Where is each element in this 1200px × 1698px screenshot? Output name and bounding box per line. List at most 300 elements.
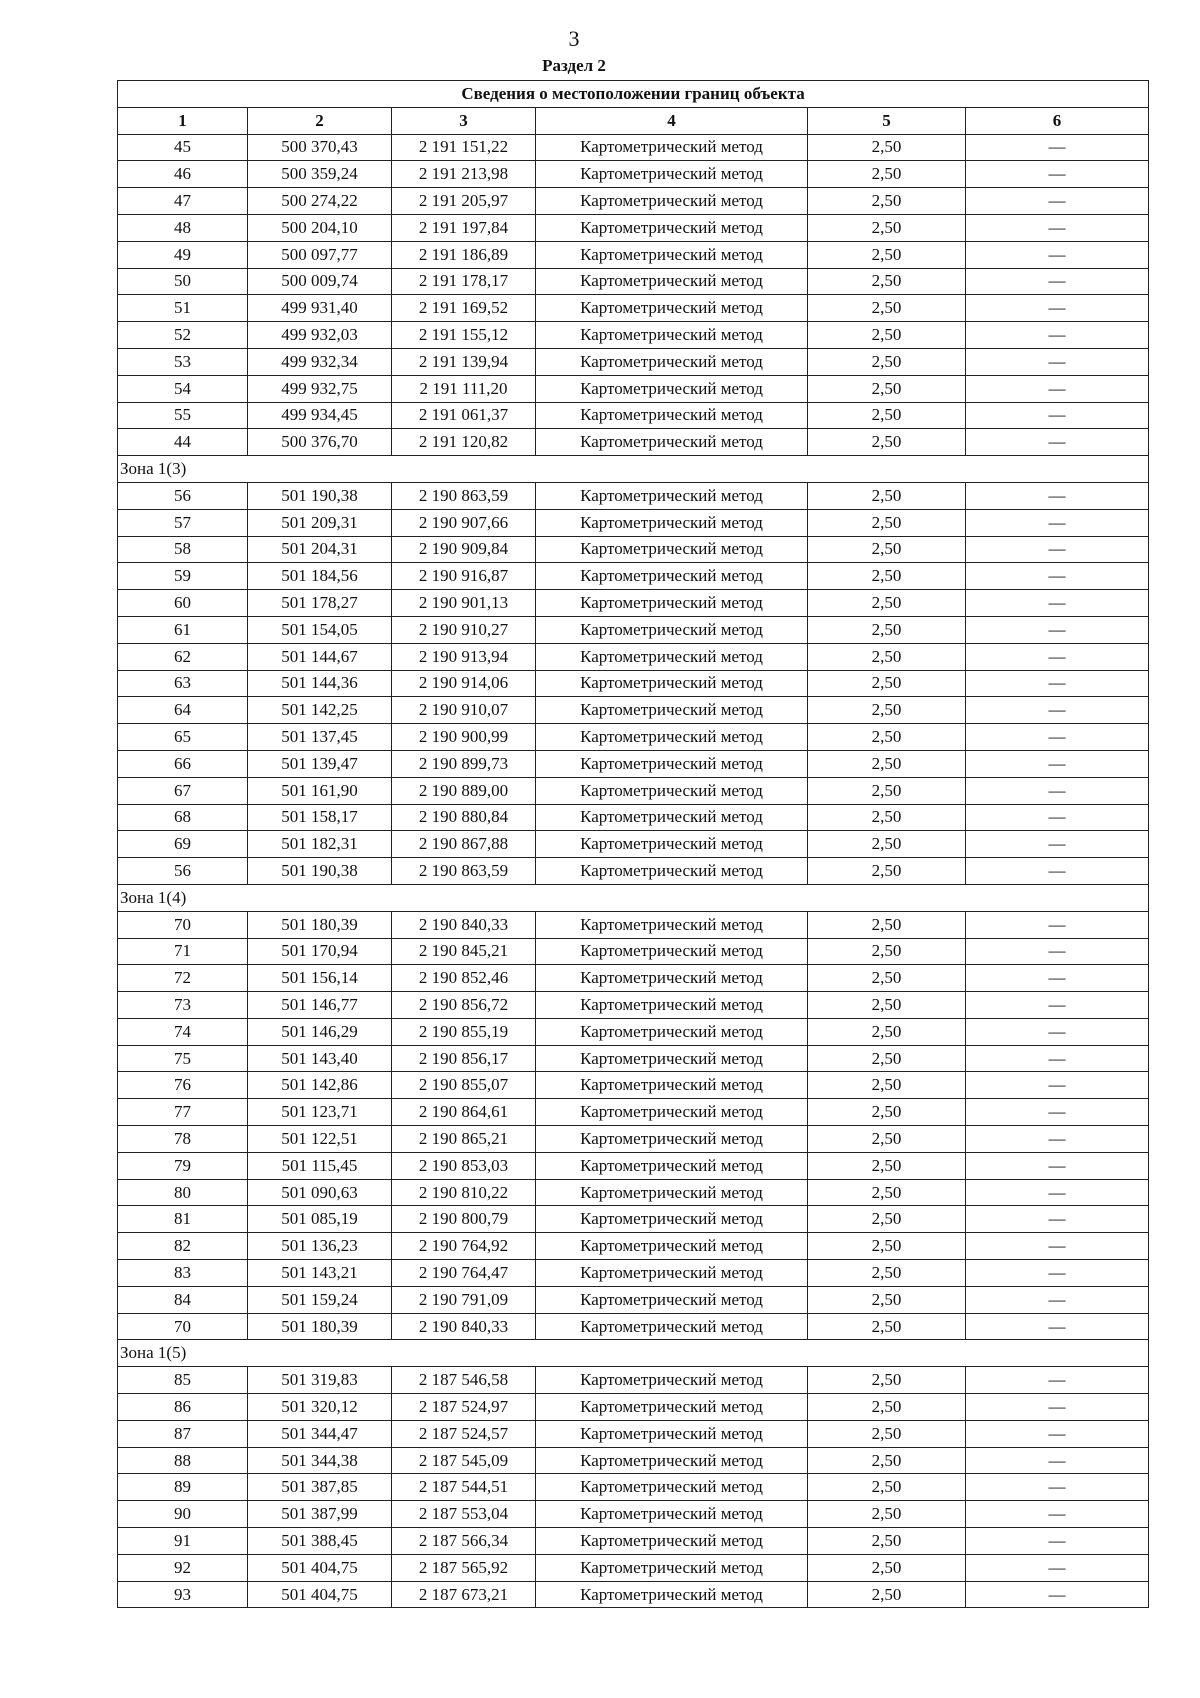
accuracy-cell: 2,50 (808, 1045, 966, 1072)
x-coordinate-cell: 501 319,83 (248, 1367, 392, 1394)
point-number-cell: 56 (118, 858, 248, 885)
point-number-cell: 81 (118, 1206, 248, 1233)
table-row (118, 402, 1149, 429)
description-cell: — (966, 938, 1149, 965)
accuracy-cell: 2,50 (808, 643, 966, 670)
point-number-cell: 70 (118, 911, 248, 938)
accuracy-cell: 2,50 (808, 1420, 966, 1447)
table-row (118, 1447, 1149, 1474)
method-cell: Картометрический метод (536, 616, 808, 643)
x-coordinate-cell: 501 209,31 (248, 509, 392, 536)
point-number-cell: 80 (118, 1179, 248, 1206)
accuracy-cell: 2,50 (808, 1581, 966, 1608)
table-body (118, 134, 1149, 1608)
point-number-cell: 68 (118, 804, 248, 831)
method-cell: Картометрический метод (536, 992, 808, 1019)
accuracy-cell: 2,50 (808, 509, 966, 536)
method-cell: Картометрический метод (536, 697, 808, 724)
y-coordinate-cell: 2 190 865,21 (392, 1126, 536, 1153)
method-cell: Картометрический метод (536, 402, 808, 429)
description-cell: — (966, 590, 1149, 617)
point-number-cell: 70 (118, 1313, 248, 1340)
method-cell: Картометрический метод (536, 1152, 808, 1179)
x-coordinate-cell: 501 159,24 (248, 1286, 392, 1313)
accuracy-cell: 2,50 (808, 804, 966, 831)
description-cell: — (966, 965, 1149, 992)
description-cell: — (966, 697, 1149, 724)
description-cell: — (966, 482, 1149, 509)
description-cell: — (966, 858, 1149, 885)
accuracy-cell: 2,50 (808, 1233, 966, 1260)
x-coordinate-cell: 500 204,10 (248, 214, 392, 241)
method-cell: Картометрический метод (536, 1233, 808, 1260)
x-coordinate-cell: 499 932,03 (248, 322, 392, 349)
y-coordinate-cell: 2 190 907,66 (392, 509, 536, 536)
x-coordinate-cell: 501 344,47 (248, 1420, 392, 1447)
method-cell: Картометрический метод (536, 1420, 808, 1447)
x-coordinate-cell: 501 122,51 (248, 1126, 392, 1153)
description-cell: — (966, 724, 1149, 751)
x-coordinate-cell: 501 387,99 (248, 1501, 392, 1528)
x-coordinate-cell: 501 144,67 (248, 643, 392, 670)
table-row (118, 214, 1149, 241)
table-row (118, 1152, 1149, 1179)
x-coordinate-cell: 501 387,85 (248, 1474, 392, 1501)
description-cell: — (966, 1126, 1149, 1153)
point-number-cell: 75 (118, 1045, 248, 1072)
table-row (118, 992, 1149, 1019)
description-cell: — (966, 1554, 1149, 1581)
table-row (118, 1233, 1149, 1260)
y-coordinate-cell: 2 190 880,84 (392, 804, 536, 831)
accuracy-cell: 2,50 (808, 188, 966, 215)
point-number-cell: 93 (118, 1581, 248, 1608)
accuracy-cell: 2,50 (808, 1367, 966, 1394)
x-coordinate-cell: 499 932,34 (248, 348, 392, 375)
y-coordinate-cell: 2 190 840,33 (392, 911, 536, 938)
column-header: 2 (248, 107, 392, 134)
table-row (118, 1206, 1149, 1233)
x-coordinate-cell: 501 388,45 (248, 1528, 392, 1555)
y-coordinate-cell: 2 190 867,88 (392, 831, 536, 858)
y-coordinate-cell: 2 190 856,17 (392, 1045, 536, 1072)
method-cell: Картометрический метод (536, 1581, 808, 1608)
point-number-cell: 72 (118, 965, 248, 992)
point-number-cell: 54 (118, 375, 248, 402)
point-number-cell: 47 (118, 188, 248, 215)
table-row (118, 777, 1149, 804)
table-row (118, 643, 1149, 670)
x-coordinate-cell: 501 146,77 (248, 992, 392, 1019)
method-cell: Картометрический метод (536, 1206, 808, 1233)
point-number-cell: 74 (118, 1018, 248, 1045)
table-row (118, 1179, 1149, 1206)
method-cell: Картометрический метод (536, 670, 808, 697)
description-cell: — (966, 188, 1149, 215)
table-row (118, 1501, 1149, 1528)
point-number-cell: 63 (118, 670, 248, 697)
y-coordinate-cell: 2 190 916,87 (392, 563, 536, 590)
y-coordinate-cell: 2 190 889,00 (392, 777, 536, 804)
description-cell: — (966, 1367, 1149, 1394)
x-coordinate-cell: 501 190,38 (248, 858, 392, 885)
method-cell: Картометрический метод (536, 831, 808, 858)
description-cell: — (966, 1233, 1149, 1260)
point-number-cell: 49 (118, 241, 248, 268)
table-row (118, 724, 1149, 751)
page-number: 3 (568, 26, 580, 51)
x-coordinate-cell: 501 161,90 (248, 777, 392, 804)
method-cell: Картометрический метод (536, 1018, 808, 1045)
y-coordinate-cell: 2 191 178,17 (392, 268, 536, 295)
accuracy-cell: 2,50 (808, 1018, 966, 1045)
y-coordinate-cell: 2 187 566,34 (392, 1528, 536, 1555)
column-header: 3 (392, 107, 536, 134)
method-cell: Картометрический метод (536, 1394, 808, 1421)
y-coordinate-cell: 2 187 673,21 (392, 1581, 536, 1608)
y-coordinate-cell: 2 190 855,07 (392, 1072, 536, 1099)
description-cell: — (966, 750, 1149, 777)
description-cell: — (966, 1099, 1149, 1126)
table-row (118, 348, 1149, 375)
method-cell: Картометрический метод (536, 1313, 808, 1340)
y-coordinate-cell: 2 190 800,79 (392, 1206, 536, 1233)
column-header: 6 (966, 107, 1149, 134)
y-coordinate-cell: 2 191 151,22 (392, 134, 536, 161)
accuracy-cell: 2,50 (808, 697, 966, 724)
accuracy-cell: 2,50 (808, 858, 966, 885)
y-coordinate-cell: 2 190 853,03 (392, 1152, 536, 1179)
table-row (118, 295, 1149, 322)
accuracy-cell: 2,50 (808, 348, 966, 375)
y-coordinate-cell: 2 190 764,92 (392, 1233, 536, 1260)
table-row (118, 241, 1149, 268)
table-row (118, 322, 1149, 349)
point-number-cell: 50 (118, 268, 248, 295)
x-coordinate-cell: 501 190,38 (248, 482, 392, 509)
table-row (118, 1126, 1149, 1153)
table-row (118, 938, 1149, 965)
point-number-cell: 60 (118, 590, 248, 617)
method-cell: Картометрический метод (536, 1126, 808, 1153)
method-cell: Картометрический метод (536, 777, 808, 804)
accuracy-cell: 2,50 (808, 831, 966, 858)
table-row (118, 590, 1149, 617)
table-row (118, 1286, 1149, 1313)
table-row (118, 1045, 1149, 1072)
point-number-cell: 82 (118, 1233, 248, 1260)
description-cell: — (966, 1045, 1149, 1072)
y-coordinate-cell: 2 190 899,73 (392, 750, 536, 777)
method-cell: Картометрический метод (536, 188, 808, 215)
y-coordinate-cell: 2 190 791,09 (392, 1286, 536, 1313)
table-row (118, 509, 1149, 536)
point-number-cell: 88 (118, 1447, 248, 1474)
description-cell: — (966, 402, 1149, 429)
y-coordinate-cell: 2 190 855,19 (392, 1018, 536, 1045)
x-coordinate-cell: 501 154,05 (248, 616, 392, 643)
y-coordinate-cell: 2 190 910,27 (392, 616, 536, 643)
accuracy-cell: 2,50 (808, 1286, 966, 1313)
table-row (118, 670, 1149, 697)
y-coordinate-cell: 2 191 169,52 (392, 295, 536, 322)
x-coordinate-cell: 501 180,39 (248, 1313, 392, 1340)
y-coordinate-cell: 2 190 910,07 (392, 697, 536, 724)
point-number-cell: 77 (118, 1099, 248, 1126)
point-number-cell: 87 (118, 1420, 248, 1447)
y-coordinate-cell: 2 190 914,06 (392, 670, 536, 697)
description-cell: — (966, 375, 1149, 402)
accuracy-cell: 2,50 (808, 295, 966, 322)
description-cell: — (966, 1420, 1149, 1447)
table-row (118, 697, 1149, 724)
description-cell: — (966, 643, 1149, 670)
description-cell: — (966, 1528, 1149, 1555)
accuracy-cell: 2,50 (808, 375, 966, 402)
accuracy-cell: 2,50 (808, 1126, 966, 1153)
accuracy-cell: 2,50 (808, 241, 966, 268)
x-coordinate-cell: 501 142,86 (248, 1072, 392, 1099)
accuracy-cell: 2,50 (808, 161, 966, 188)
description-cell: — (966, 509, 1149, 536)
description-cell: — (966, 1179, 1149, 1206)
accuracy-cell: 2,50 (808, 1447, 966, 1474)
method-cell: Картометрический метод (536, 1286, 808, 1313)
accuracy-cell: 2,50 (808, 1260, 966, 1287)
method-cell: Картометрический метод (536, 1501, 808, 1528)
description-cell: — (966, 616, 1149, 643)
x-coordinate-cell: 499 931,40 (248, 295, 392, 322)
accuracy-cell: 2,50 (808, 134, 966, 161)
x-coordinate-cell: 501 090,63 (248, 1179, 392, 1206)
description-cell: — (966, 322, 1149, 349)
boundary-coordinates-table (117, 80, 1149, 1608)
x-coordinate-cell: 500 009,74 (248, 268, 392, 295)
method-cell: Картометрический метод (536, 804, 808, 831)
description-cell: — (966, 348, 1149, 375)
description-cell: — (966, 134, 1149, 161)
accuracy-cell: 2,50 (808, 590, 966, 617)
point-number-cell: 52 (118, 322, 248, 349)
x-coordinate-cell: 500 359,24 (248, 161, 392, 188)
method-cell: Картометрический метод (536, 429, 808, 456)
table-row (118, 1072, 1149, 1099)
description-cell: — (966, 831, 1149, 858)
accuracy-cell: 2,50 (808, 1528, 966, 1555)
description-cell: — (966, 1152, 1149, 1179)
table-row (118, 1260, 1149, 1287)
method-cell: Картометрический метод (536, 509, 808, 536)
description-cell: — (966, 1018, 1149, 1045)
method-cell: Картометрический метод (536, 214, 808, 241)
description-cell: — (966, 1286, 1149, 1313)
description-cell: — (966, 268, 1149, 295)
y-coordinate-cell: 2 191 061,37 (392, 402, 536, 429)
table-row (118, 161, 1149, 188)
x-coordinate-cell: 501 139,47 (248, 750, 392, 777)
point-number-cell: 85 (118, 1367, 248, 1394)
description-cell: — (966, 1501, 1149, 1528)
point-number-cell: 79 (118, 1152, 248, 1179)
x-coordinate-cell: 501 344,38 (248, 1447, 392, 1474)
y-coordinate-cell: 2 191 155,12 (392, 322, 536, 349)
point-number-cell: 76 (118, 1072, 248, 1099)
table-row (118, 616, 1149, 643)
description-cell: — (966, 1206, 1149, 1233)
point-number-cell: 45 (118, 134, 248, 161)
description-cell: — (966, 295, 1149, 322)
point-number-cell: 92 (118, 1554, 248, 1581)
point-number-cell: 46 (118, 161, 248, 188)
method-cell: Картометрический метод (536, 590, 808, 617)
method-cell: Картометрический метод (536, 161, 808, 188)
point-number-cell: 84 (118, 1286, 248, 1313)
x-coordinate-cell: 501 180,39 (248, 911, 392, 938)
y-coordinate-cell: 2 190 764,47 (392, 1260, 536, 1287)
accuracy-cell: 2,50 (808, 322, 966, 349)
method-cell: Картометрический метод (536, 750, 808, 777)
method-cell: Картометрический метод (536, 295, 808, 322)
description-cell: — (966, 429, 1149, 456)
method-cell: Картометрический метод (536, 1179, 808, 1206)
accuracy-cell: 2,50 (808, 1072, 966, 1099)
description-cell: — (966, 241, 1149, 268)
x-coordinate-cell: 501 137,45 (248, 724, 392, 751)
accuracy-cell: 2,50 (808, 911, 966, 938)
y-coordinate-cell: 2 190 856,72 (392, 992, 536, 1019)
accuracy-cell: 2,50 (808, 268, 966, 295)
accuracy-cell: 2,50 (808, 777, 966, 804)
accuracy-cell: 2,50 (808, 938, 966, 965)
table-caption: Сведения о местоположении границ объекта (118, 81, 1149, 108)
table-row (118, 1018, 1149, 1045)
table-row (118, 1420, 1149, 1447)
accuracy-cell: 2,50 (808, 1501, 966, 1528)
x-coordinate-cell: 501 320,12 (248, 1394, 392, 1421)
y-coordinate-cell: 2 190 810,22 (392, 1179, 536, 1206)
point-number-cell: 86 (118, 1394, 248, 1421)
description-cell: — (966, 992, 1149, 1019)
x-coordinate-cell: 500 097,77 (248, 241, 392, 268)
point-number-cell: 62 (118, 643, 248, 670)
accuracy-cell: 2,50 (808, 616, 966, 643)
description-cell: — (966, 804, 1149, 831)
table-row (118, 804, 1149, 831)
point-number-cell: 61 (118, 616, 248, 643)
table-row (118, 1367, 1149, 1394)
method-cell: Картометрический метод (536, 1447, 808, 1474)
point-number-cell: 58 (118, 536, 248, 563)
table-row (118, 1528, 1149, 1555)
y-coordinate-cell: 2 191 197,84 (392, 214, 536, 241)
point-number-cell: 44 (118, 429, 248, 456)
method-cell: Картометрический метод (536, 938, 808, 965)
point-number-cell: 55 (118, 402, 248, 429)
point-number-cell: 69 (118, 831, 248, 858)
table-row (118, 1313, 1149, 1340)
table-row (118, 831, 1149, 858)
table-header-row (118, 107, 1149, 134)
accuracy-cell: 2,50 (808, 563, 966, 590)
table-row (118, 1581, 1149, 1608)
y-coordinate-cell: 2 190 913,94 (392, 643, 536, 670)
point-number-cell: 48 (118, 214, 248, 241)
y-coordinate-cell: 2 190 840,33 (392, 1313, 536, 1340)
x-coordinate-cell: 501 115,45 (248, 1152, 392, 1179)
method-cell: Картометрический метод (536, 1260, 808, 1287)
y-coordinate-cell: 2 190 864,61 (392, 1099, 536, 1126)
accuracy-cell: 2,50 (808, 1554, 966, 1581)
y-coordinate-cell: 2 190 863,59 (392, 482, 536, 509)
method-cell: Картометрический метод (536, 134, 808, 161)
x-coordinate-cell: 500 370,43 (248, 134, 392, 161)
y-coordinate-cell: 2 187 565,92 (392, 1554, 536, 1581)
x-coordinate-cell: 499 932,75 (248, 375, 392, 402)
point-number-cell: 65 (118, 724, 248, 751)
accuracy-cell: 2,50 (808, 1152, 966, 1179)
accuracy-cell: 2,50 (808, 1474, 966, 1501)
accuracy-cell: 2,50 (808, 429, 966, 456)
method-cell: Картометрический метод (536, 536, 808, 563)
description-cell: — (966, 1474, 1149, 1501)
method-cell: Картометрический метод (536, 348, 808, 375)
y-coordinate-cell: 2 187 524,57 (392, 1420, 536, 1447)
description-cell: — (966, 1581, 1149, 1608)
table-row (118, 563, 1149, 590)
y-coordinate-cell: 2 191 111,20 (392, 375, 536, 402)
accuracy-cell: 2,50 (808, 1394, 966, 1421)
method-cell: Картометрический метод (536, 1072, 808, 1099)
description-cell: — (966, 1394, 1149, 1421)
y-coordinate-cell: 2 190 909,84 (392, 536, 536, 563)
point-number-cell: 53 (118, 348, 248, 375)
x-coordinate-cell: 501 123,71 (248, 1099, 392, 1126)
y-coordinate-cell: 2 190 852,46 (392, 965, 536, 992)
point-number-cell: 56 (118, 482, 248, 509)
method-cell: Картометрический метод (536, 1528, 808, 1555)
table-row (118, 482, 1149, 509)
table-row (118, 750, 1149, 777)
method-cell: Картометрический метод (536, 643, 808, 670)
column-header: 1 (118, 107, 248, 134)
x-coordinate-cell: 501 184,56 (248, 563, 392, 590)
method-cell: Картометрический метод (536, 911, 808, 938)
y-coordinate-cell: 2 187 524,97 (392, 1394, 536, 1421)
accuracy-cell: 2,50 (808, 1099, 966, 1126)
accuracy-cell: 2,50 (808, 1313, 966, 1340)
y-coordinate-cell: 2 190 863,59 (392, 858, 536, 885)
accuracy-cell: 2,50 (808, 670, 966, 697)
zone-label: Зона 1(3) (118, 456, 1149, 483)
accuracy-cell: 2,50 (808, 214, 966, 241)
x-coordinate-cell: 501 142,25 (248, 697, 392, 724)
y-coordinate-cell: 2 190 901,13 (392, 590, 536, 617)
x-coordinate-cell: 500 274,22 (248, 188, 392, 215)
x-coordinate-cell: 501 178,27 (248, 590, 392, 617)
description-cell: — (966, 563, 1149, 590)
zone-label: Зона 1(4) (118, 884, 1149, 911)
x-coordinate-cell: 501 156,14 (248, 965, 392, 992)
description-cell: — (966, 1260, 1149, 1287)
description-cell: — (966, 670, 1149, 697)
table-row (118, 965, 1149, 992)
zone-row (118, 456, 1149, 483)
description-cell: — (966, 1313, 1149, 1340)
y-coordinate-cell: 2 187 553,04 (392, 1501, 536, 1528)
table-row (118, 911, 1149, 938)
x-coordinate-cell: 501 144,36 (248, 670, 392, 697)
method-cell: Картометрический метод (536, 1367, 808, 1394)
